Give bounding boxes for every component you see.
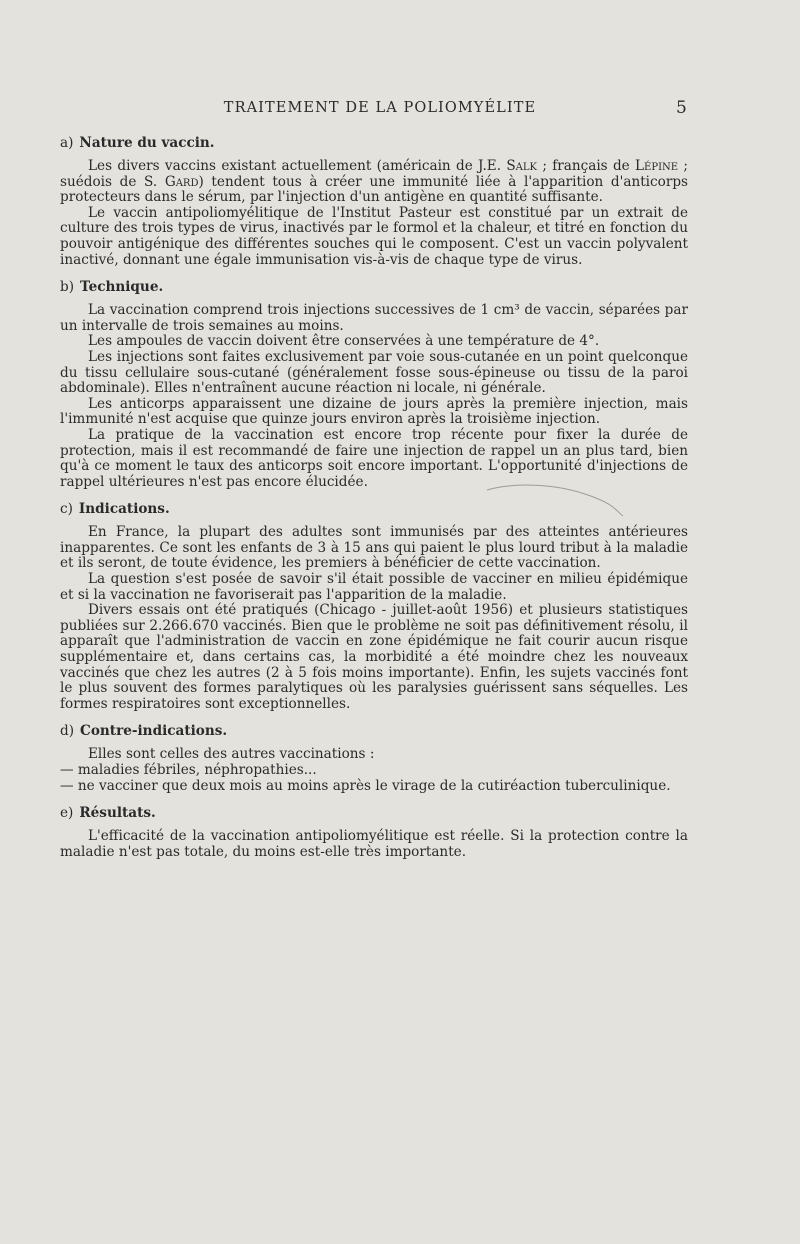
paragraph: Les injections sont faites exclusivement par voie sous-cutanée en un point quelconque du tissu cellulaire sous-cutané (généralement fosse sous-épineuse ou tissu de la paroi abdominale). Elles n'entraînent aucune réaction ni locale, ni générale. [60,348,688,397]
paragraph: Les anticorps apparaissent une dizaine de jours après la première injection, mais l'immunité n'est acquise que quinze jours environ après la troisième injection. [60,395,688,428]
text-run: ; français de [537,158,636,174]
section-title: Nature du vaccin. [79,135,215,151]
section-heading-c [60,502,688,518]
running-title: TRAITEMENT DE LA POLIOMYÉLITE [223,100,537,116]
section-heading-e [60,806,688,822]
section-title: Indications. [78,501,170,518]
paragraph: La vaccination comprend trois injections successives de 1 cm³ de vaccin, séparées par un intervalle de trois semaines au moins. [60,302,688,334]
author-name: Lépine [635,158,679,174]
section-letter: d) [60,723,75,740]
paragraph: L'efficacité de la vaccination antipoliomyélitique est réelle. Si la protection contre la maladie n'est pas totale, du moins est-elle très importante. [60,828,688,860]
section-heading-b [60,280,688,296]
list-item: — maladies fébriles, néphropathies... [60,762,317,778]
page-number: 5 [676,98,687,118]
section-letter: b) [60,279,75,296]
section-title: Contre-indications. [80,723,228,740]
paragraph: La question s'est posée de savoir s'il était possible de vacciner en milieu épidémique et si la vaccination ne favoriserait pas l'apparition de la maladie. [60,571,688,603]
page-header [0,100,800,122]
section-title: Résultats. [79,805,156,822]
document-body [60,136,688,860]
section-letter: c) [60,501,73,518]
section-heading-a [60,136,688,152]
paragraph: Divers essais ont été pratiqués (Chicago - juillet-août 1956) et plusieurs statistiques publiées sur 2.266.670 vaccinés. Bien que le problème ne soit pas définitivement résolu, il apparaît que l'administration de vaccin en zone épidémique ne fait courir aucun risque supplémentaire et, dans certains cas, la morbidité a été moindre chez les nouveaux vaccinés que chez les autres (2 à 5 fois moins importante). Enfin, les sujets vaccinés font le plus souvent des formes paralytiques où les paralysies guérissent sans séquelles. Les formes respiratoires sont exceptionnelles. [60,602,688,712]
author-name: Gard [164,173,199,190]
paragraph: Les ampoules de vaccin doivent être conservées à une température de 4°. [88,333,600,350]
text-run: Les divers vaccins existant actuellement (américain de J.E. [88,158,507,174]
paragraph: En France, la plupart des adultes sont immunisés par des atteintes antérieures inapparentes. Ce sont les enfants de 3 à 15 ans qui paient le plus lourd tribut à la maladie et ils seront, de toute évidence, les premiers à bénéficier de cette vaccination. [60,524,688,572]
paragraph: Elles sont celles des autres vaccinations : [88,746,375,763]
text-run: ; suédois de S. [60,158,688,190]
section-letter: e) [60,805,74,822]
author-name: Salk [506,158,537,174]
section-heading-d [60,724,688,740]
text-run: ) tendent tous à créer une immunité liée à l'apparition d'anticorps protecteurs dans le sérum, par l'injection d'un antigène en quantité suffisante. [60,173,688,206]
paragraph: Le vaccin antipoliomyélitique de l'Institut Pasteur est constitué par un extrait de culture des trois types de virus, inactivés par le formol et la chaleur, et titré en fonction du pouvoir antigénique des différentes souches qui le composent. C'est un vaccin polyvalent inactivé, donnant une égale immunisation vis-à-vis de chaque type de virus. [60,204,688,268]
paragraph [60,159,688,206]
section-title: Technique. [80,279,164,296]
section-letter: a) [60,135,74,151]
paragraph: La pratique de la vaccination est encore trop récente pour fixer la durée de protection, mais il est recommandé de faire une injection de rappel un an plus tard, bien qu'à ce moment le taux des anticorps soit encore important. L'opportunité d'injections de rappel ultérieures n'est pas encore élucidée. [60,426,688,490]
list-item: — ne vacciner que deux mois au moins après le virage de la cutiréaction tuberculinique. [60,777,671,794]
